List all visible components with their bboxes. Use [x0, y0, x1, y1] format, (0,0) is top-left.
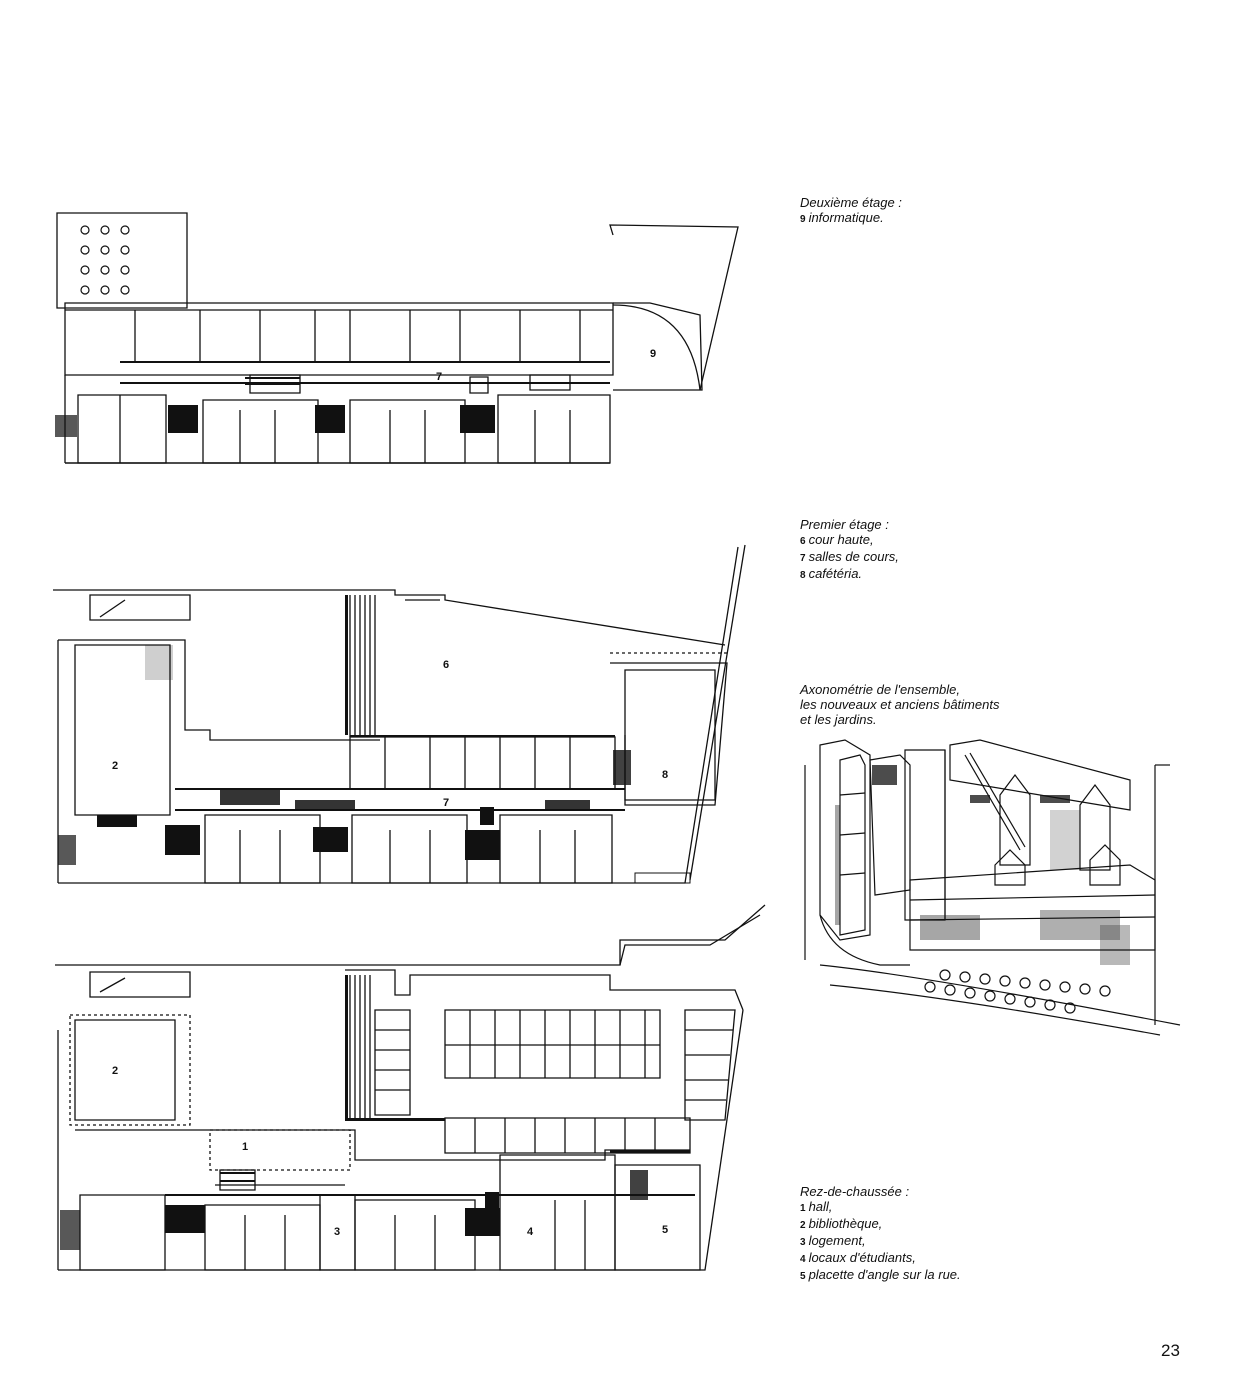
- plan-label-6: 6: [443, 659, 450, 671]
- legend-item: 2 bibliothèque,: [800, 1216, 883, 1231]
- legend-item: 8 cafétéria.: [800, 566, 863, 581]
- legend-item: 5 placette d'angle sur la rue.: [800, 1267, 961, 1282]
- ground-floor-plan: [45, 900, 770, 1275]
- axonometric-drawing: [800, 735, 1185, 1035]
- second-floor-plan: [50, 205, 750, 475]
- caption-line: les nouveaux et anciens bâtiments: [800, 697, 1000, 712]
- legend-item: 3 logement,: [800, 1233, 866, 1248]
- caption-heading: Premier étage :: [800, 517, 889, 532]
- plan-label-7: 7: [443, 797, 450, 809]
- caption-second-floor: [800, 195, 902, 227]
- plan-label-3: 3: [334, 1226, 341, 1238]
- legend-item: 9 informatique.: [800, 210, 884, 225]
- plan-label-8: 8: [662, 769, 669, 781]
- caption-ground-floor: [800, 1184, 961, 1284]
- plan-label-7: 7: [436, 371, 443, 383]
- plan-label-5: 5: [662, 1224, 669, 1236]
- caption-heading: Deuxième étage :: [800, 195, 902, 210]
- legend-item: 1 hall,: [800, 1199, 833, 1214]
- caption-line: et les jardins.: [800, 712, 877, 727]
- legend-item: 7 salles de cours,: [800, 549, 899, 564]
- plan-label-2: 2: [112, 1065, 119, 1077]
- first-floor-plan: [45, 545, 765, 890]
- plan-label-9: 9: [650, 348, 657, 360]
- plan-label-1: 1: [242, 1141, 249, 1153]
- legend-item: 4 locaux d'étudiants,: [800, 1250, 916, 1265]
- page-number: 23: [1161, 1341, 1180, 1360]
- caption-heading: Rez-de-chaussée :: [800, 1184, 910, 1199]
- caption-axonometry: [800, 682, 999, 727]
- legend-item: 6 cour haute,: [800, 532, 874, 547]
- plan-label-2: 2: [112, 760, 119, 772]
- caption-first-floor: [800, 517, 899, 583]
- plan-label-4: 4: [527, 1226, 534, 1238]
- caption-line: Axonométrie de l'ensemble,: [800, 682, 961, 697]
